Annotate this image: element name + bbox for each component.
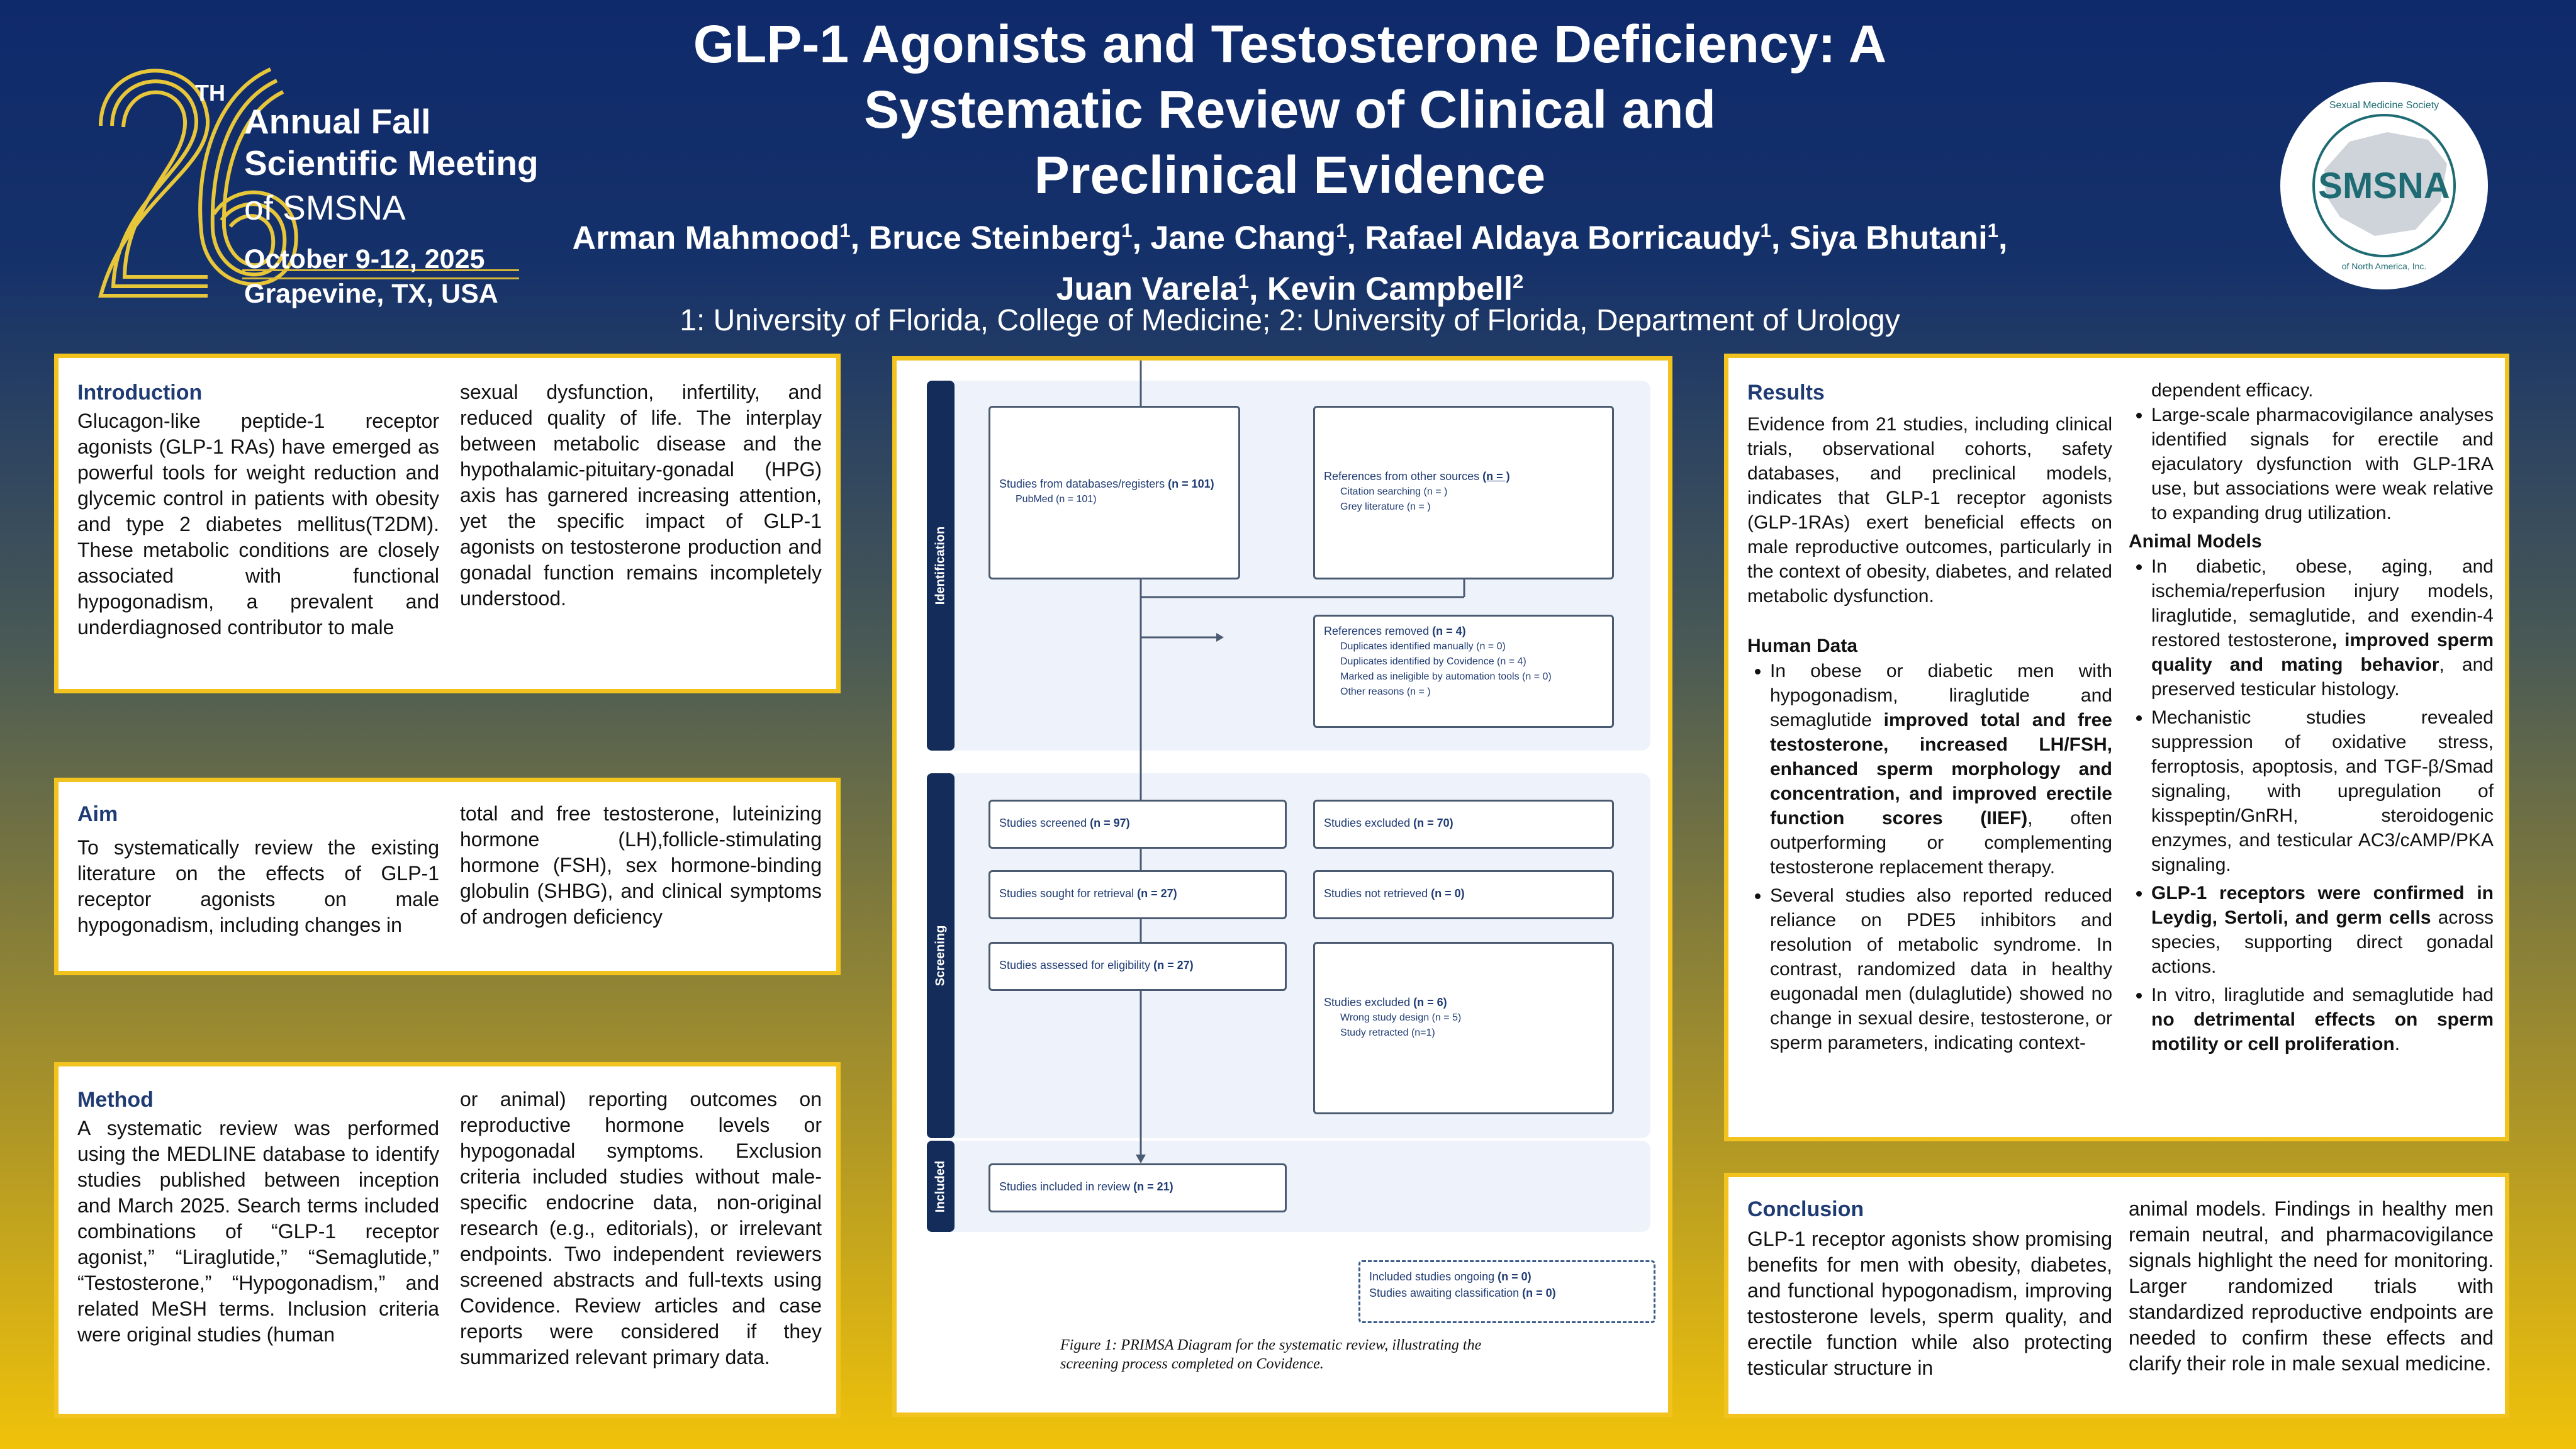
smsna-logo (2280, 82, 2488, 289)
conclusion-panel (1724, 1173, 2509, 1418)
introduction-panel (54, 354, 841, 693)
list-item: • In vitro, liraglutide and semaglutide had no detrimental effects on sperm motility or cell proliferation. (2151, 983, 2494, 1056)
stage-tab-identification: Identification (927, 381, 955, 751)
human-data-list (1747, 659, 2112, 1055)
logo-acronym: SMSNA (2318, 165, 2450, 206)
meeting-org: of SMSNA (244, 188, 406, 227)
introduction-title: Introduction (77, 381, 203, 405)
results-intro: Evidence from 21 studies, including clinical trials, observational cohorts, safety databases, and preclinical models, indicates that GLP-1 receptor agonists (GLP-1RAs) exert beneficial effects on male reproductive outcomes, particularly in the context of obesity, diabetes, and related metabolic dysfunction. (1747, 414, 2112, 607)
conclusion-title: Conclusion (1747, 1197, 1864, 1221)
introduction-col2: sexual dysfunction, infertility, and reduced quality of life. The interplay between metabolic disease and the hypothalamic-pituitary-gonadal (HPG) axis has garnered increasing attention, yet the specific impact of GLP-1 agonists on testosterone production and gonadal function remains incompletely understood. (460, 381, 822, 610)
ordinal-suffix: TH (195, 80, 225, 106)
meeting-date-place: October 9-12, 2025 Grapevine, TX, USA (244, 244, 498, 309)
box-other-sources: References from other sources (n = ) Citation searching (n = ) Grey literature (n = ) (1313, 406, 1614, 579)
method-col2: or animal) reporting outcomes on reproductive hormone levels or hypogonadal symptoms. Exclusion criteria included studies without male-specific endocrine data, non-original research (e.g., editorials), or irrelevant endpoints. Two independent reviewers screened abstracts and full-texts using Covidence. Review articles and case reports were considered if they summarized relevant primary data. (460, 1088, 822, 1368)
results-continuation: dependent efficacy. (2151, 380, 2314, 401)
prisma-panel (892, 356, 1672, 1417)
results-col2 (2129, 378, 2494, 1060)
author-list: Arman Mahmood$^1$, Bruce Steinberg$^1$, Jane Chang$^1$, Rafael Aldaya Borricaudy$^1$, Siya Bhutani$^1$, Juan Varela$^1$, Kevin Campbell$^2$ (572, 220, 2008, 308)
list-item: • In obese or diabetic men with hypogonadism, liraglutide and semaglutide improved total and free testosterone, increased LH/FSH, enhanced sperm morphology and concentration, and improved erectile function scores (IIEF), often outperforming or complementing testosterone replacement therapy. (1770, 659, 2112, 880)
results-col1 (1747, 379, 2112, 1059)
aim-title: Aim (77, 802, 118, 826)
box-screened: Studies screened (n = 97) (988, 800, 1287, 849)
box-not-retrieved: Studies not retrieved (n = 0) (1313, 870, 1614, 919)
introduction-col1: Glucagon-like peptide-1 receptor agonists (GLP-1 RAs) have emerged as powerful tools for weight reduction and glycemic control in patients with obesity and type 2 diabetes mellitus(T2DM). These metabolic conditions are closely associated with functional hypogonadism, a prevalent and underdiagnosed contributor to male (77, 410, 439, 639)
conclusion-col2: animal models. Findings in healthy men remain neutral, and pharmacovigilance signals highlight the need for monitoring. Larger randomized trials with standardized reproductive endpoints are needed to confirm these effects and clarify their role in male sexual medicine. (2129, 1197, 2494, 1375)
results-panel (1724, 354, 2509, 1141)
box-references-removed: References removed (n = 4) Duplicates identified manually (n = 0) Duplicates identified by Covidence (n = 4) Marked as ineligible by automation tools (n = 0) Other reasons (n = ) (1313, 615, 1614, 728)
method-col1: A systematic review was performed using the MEDLINE database to identify studies published between inception and March 2025. Search terms included combinations of “GLP-1 receptor agonist,” “Liraglutide,” “Semaglutide,” “Testosterone,” “Hypogonadism,” and related MeSH terms. Inclusion criteria were original studies (human (77, 1117, 439, 1346)
aim-panel (54, 778, 841, 975)
box-ongoing-awaiting: Included studies ongoing (n = 0) Studies awaiting classification (n = 0) (1358, 1260, 1655, 1323)
results-title: Results (1747, 381, 1825, 405)
method-title: Method (77, 1088, 154, 1112)
animal-models-list (2129, 554, 2494, 1056)
animal-models-heading: Animal Models (2129, 531, 2262, 552)
affiliations: 1: University of Florida, College of Medicine; 2: University of Florida, Department of Urology (680, 304, 1900, 337)
human-data-heading: Human Data (1747, 635, 1858, 656)
list-item: • Several studies also reported reduced reliance on PDE5 inhibitors and resolution of metabolic syndrome. In contrast, randomized data in healthy eugonadal men (dulaglutide) showed no change in sexual desire, testosterone, or sperm parameters, indicating context- (1770, 883, 2112, 1055)
box-included: Studies included in review (n = 21) (988, 1163, 1287, 1212)
figure-caption: Figure 1: PRIMSA Diagram for the systematic review, illustrating the screening process completed on Covidence. (1060, 1337, 1482, 1372)
list-item: • Mechanistic studies revealed suppression of oxidative stress, ferroptosis, apoptosis, and TGF-β/Smad signaling, with upregulation of kisspeptin/GnRH, steroidogenic enzymes, and testicular AC3/cAMP/PKA signaling. (2151, 705, 2494, 877)
box-databases: Studies from databases/registers (n = 101) PubMed (n = 101) (988, 406, 1240, 579)
aim-col1: To systematically review the existing literature on the effects of GLP-1 receptor agonists on male hypogonadism, including changes in (77, 836, 439, 936)
aim-col2: total and free testosterone, luteinizing hormone (LH),follicle-stimulating hormone (FSH), sex hormone-binding globulin (SHBG), and clinical symptoms of androgen deficiency (460, 802, 822, 928)
meeting-name: Annual Fall Scientific Meeting (244, 102, 539, 182)
list-item: • Large-scale pharmacovigilance analyses identified signals for erectile and ejaculatory dysfunction with GLP-1RA use, but associations were weak relative to expanding drug utilization. (2151, 403, 2494, 525)
box-sought-retrieval: Studies sought for retrieval (n = 27) (988, 870, 1287, 919)
human-data-list-cont (2129, 403, 2494, 525)
box-assessed-eligibility: Studies assessed for eligibility (n = 27) (988, 942, 1287, 991)
box-excluded: Studies excluded (n = 70) (1313, 800, 1614, 849)
conclusion-col1: GLP-1 receptor agonists show promising benefits for men with obesity, diabetes, and functional hypogonadism, improving testosterone levels, sperm quality, and erectile function while also protecting testicular structure in (1747, 1228, 2112, 1379)
method-panel (54, 1062, 841, 1418)
list-item: • In diabetic, obese, aging, and ischemia/reperfusion injury models, liraglutide, semaglutide, and exendin-4 restored testosterone, improved sperm quality and mating behavior, and preserved testicular histology. (2151, 554, 2494, 702)
poster-title: GLP-1 Agonists and Testosterone Deficiency: A Systematic Review of Clinical and Preclinical Evidence (693, 14, 1887, 204)
logo-ring-bottom: of North America, Inc. (2341, 261, 2427, 271)
box-excluded-fulltext: Studies excluded (n = 6) Wrong study design (n = 5) Study retracted (n=1) (1313, 942, 1614, 1114)
logo-ring-top: Sexual Medicine Society (2329, 100, 2439, 111)
stage-tab-included: Included (927, 1141, 955, 1232)
list-item: • GLP-1 receptors were confirmed in Leydig, Sertoli, and germ cells across species, supporting direct gonadal actions. (2151, 881, 2494, 979)
stage-tab-screening: Screening (927, 773, 955, 1138)
